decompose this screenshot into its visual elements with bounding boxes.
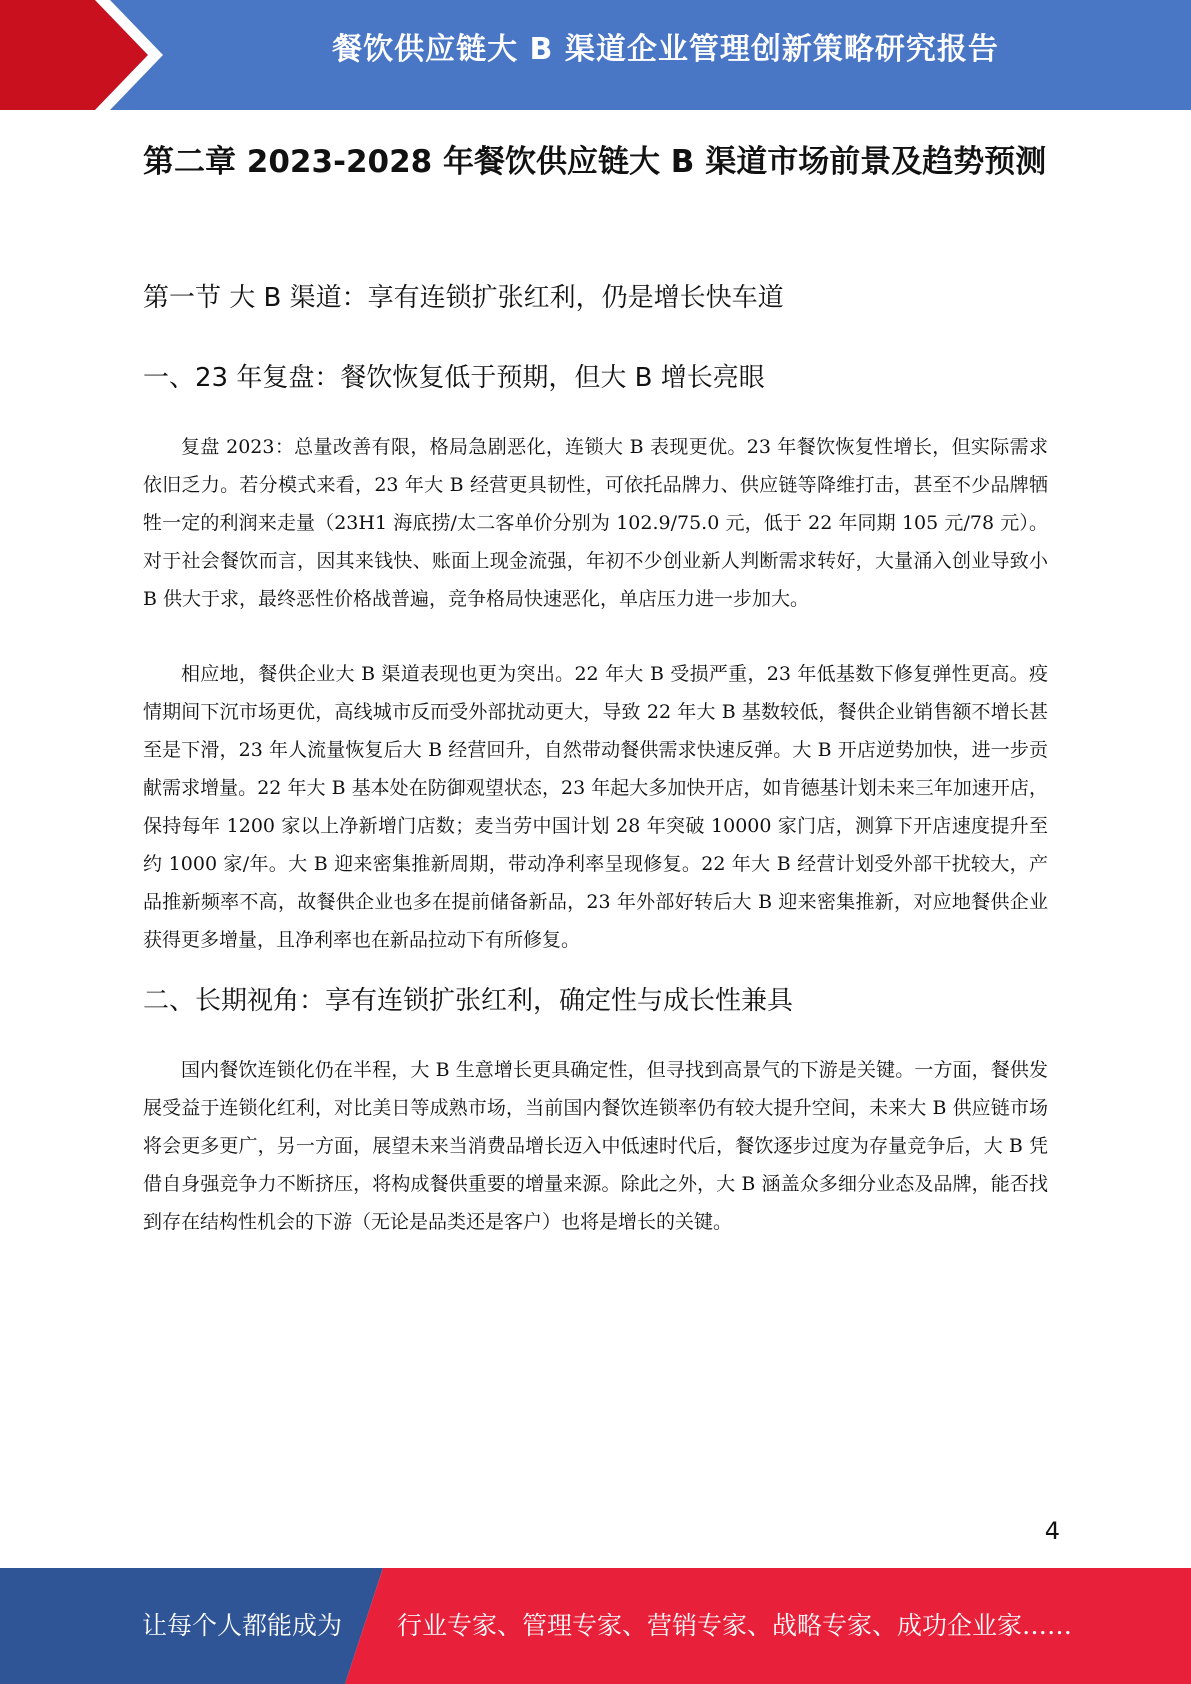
page-number: 4 (1044, 1517, 1060, 1545)
section-title: 第一节 大 B 渠道：享有连锁扩张红利，仍是增长快车道 (143, 283, 784, 313)
subsection-title-1: 一、23 年复盘：餐饮恢复低于预期，但大 B 增长亮眼 (143, 363, 765, 393)
footer-slogan-left: 让每个人都能成为 (142, 1611, 343, 1640)
report-header-band (0, 0, 1191, 110)
page-content (143, 138, 1048, 1241)
paragraph-3: 国内餐饮连锁化仍在半程，大 B 生意增长更具确定性，但寻找到高景气的下游是关键。一方面，餐供发展受益于连锁化红利，对比美日等成熟市场，当前国内餐饮连锁率仍有较大提升空间，未来大 B 供应链市场将会更多更广，另一方面，展望未来当消费品增长迈入中低速时代后，餐饮逐步过度为存量竞争后，大 B 凭借自身强竞争力不断挤压，将构成餐供重要的增量来源。除此之外，大 B 涵盖众多细分业态及品牌，能否找到存在结构性机会的下游（无论是品类还是客户）也将是增长的关键。 (143, 1059, 1048, 1233)
report-footer-band (0, 1568, 1191, 1684)
paragraph-2: 相应地，餐供企业大 B 渠道表现也更为突出。22 年大 B 受损严重，23 年低基数下修复弹性更高。疫情期间下沉市场更优，高线城市反而受外部扰动更大，导致 22 年大 B 基数较低，餐供企业销售额不增长甚至是下滑，23 年人流量恢复后大 B 经营回升，自然带动餐供需求快速反弹。大 B 开店逆势加快，进一步贡献需求增量。22 年大 B 基本处在防御观望状态，23 年起大多加快开店，如肯德基计划未来三年加速开店，保持每年 1200 家以上净新增门店数；麦当劳中国计划 28 年突破 10000 家门店，测算下开店速度提升至约 1000 家/年。大 B 迎来密集推新周期，带动净利率呈现修复。22 年大 B 经营计划受外部干扰较大，产品推新频率不高，故餐供企业也多在提前储备新品，23 年外部好转后大 B 迎来密集推新，对应地餐供企业获得更多增量，且净利率也在新品拉动下有所修复。 (143, 663, 1048, 951)
footer-slogan-right: 行业专家、管理专家、营销专家、战略专家、成功企业家…… (397, 1611, 1073, 1640)
chapter-title: 第二章 2023-2028 年餐饮供应链大 B 渠道市场前景及趋势预测 (143, 144, 1047, 180)
subsection-title-2: 二、长期视角：享有连锁扩张红利，确定性与成长性兼具 (143, 986, 794, 1016)
report-title: 餐饮供应链大 B 渠道企业管理创新策略研究报告 (332, 32, 999, 67)
paragraph-1: 复盘 2023：总量改善有限，格局急剧恶化，连锁大 B 表现更优。23 年餐饮恢复性增长，但实际需求依旧乏力。若分模式来看，23 年大 B 经营更具韧性，可依托品牌力、供应链等降维打击，甚至不少品牌牺牲一定的利润来走量（23H1 海底捞/太二客单价分别为 102.9/75.0 元，低于 22 年同期 105 元/78 元）。对于社会餐饮而言，因其来钱快、账面上现金流强，年初不少创业新人判断需求转好，大量涌入创业导致小 B 供大于求，最终恶性价格战普遍，竞争格局快速恶化，单店压力进一步加大。 (143, 436, 1048, 610)
